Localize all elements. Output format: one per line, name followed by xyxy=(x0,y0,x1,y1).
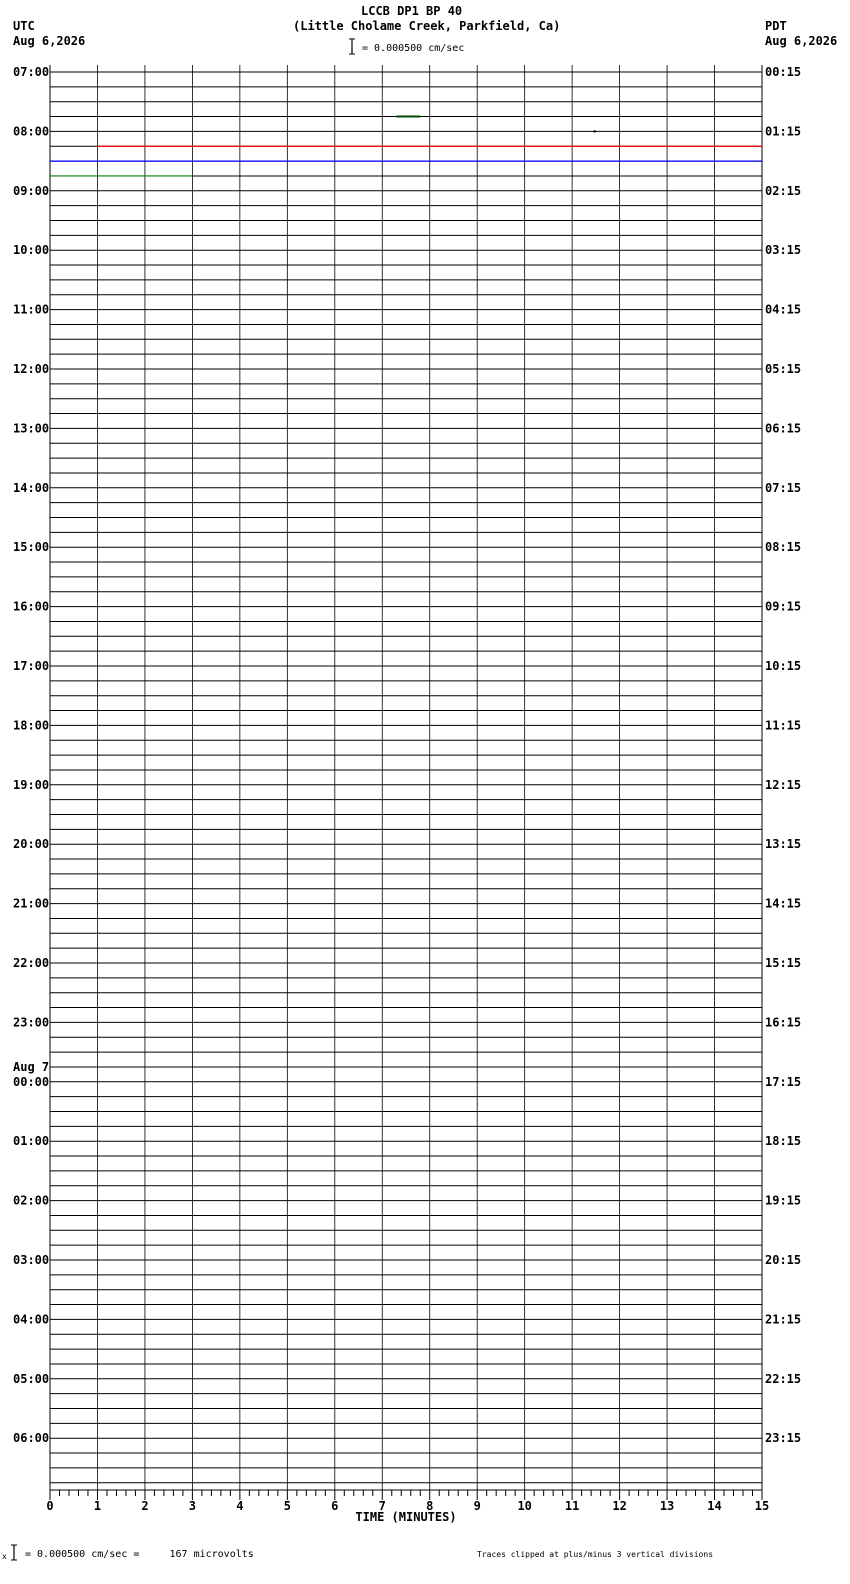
right-hour-label-18: 18:15 xyxy=(765,1134,802,1149)
x-tick-label-5: 5 xyxy=(283,1499,291,1513)
right-hour-label-10: 10:15 xyxy=(765,659,802,673)
left-date: Aug 6,2026 xyxy=(13,34,86,48)
right-hour-label-4: 04:15 xyxy=(765,302,802,317)
left-hour-label-10: 17:00 xyxy=(13,659,50,673)
right-hour-label-23: 23:15 xyxy=(765,1431,802,1446)
left-hour-label-9: 16:00 xyxy=(13,599,50,614)
left-hour-label-19: 02:00 xyxy=(13,1193,50,1208)
right-hour-label-2: 02:15 xyxy=(765,183,802,198)
left-hour-label-2: 09:00 xyxy=(13,183,50,198)
x-tick-label-9: 9 xyxy=(473,1499,481,1513)
left-hour-label-23: 06:00 xyxy=(13,1431,50,1446)
left-hour-label-14: 21:00 xyxy=(13,896,50,911)
right-hour-label-21: 21:15 xyxy=(765,1312,802,1327)
left-hour-label-0: 07:00 xyxy=(13,65,50,79)
left-hour-label-21: 04:00 xyxy=(13,1312,50,1327)
left-hour-label-11: 18:00 xyxy=(13,718,50,733)
left-hour-label-15: 22:00 xyxy=(13,956,50,970)
x-tick-label-0: 0 xyxy=(46,1499,54,1513)
footer-mark: x xyxy=(2,1552,7,1561)
right-hour-label-16: 16:15 xyxy=(765,1015,802,1030)
footer-clip-note: Traces clipped at plus/minus 3 vertical divisions xyxy=(477,1550,714,1559)
left-hour-label-13: 20:00 xyxy=(13,837,50,852)
left-hour-label-22: 05:00 xyxy=(13,1371,50,1386)
left-hour-label-3: 10:00 xyxy=(13,243,50,258)
left-hour-label-7: 14:00 xyxy=(13,480,50,495)
right-hour-label-14: 14:15 xyxy=(765,896,802,911)
footer-scale-note: = 0.000500 cm/sec = 167 microvolts xyxy=(25,1549,254,1560)
left-hour-label-18: 01:00 xyxy=(13,1134,50,1149)
scale-label: = 0.000500 cm/sec xyxy=(362,43,465,54)
left-hour-label-17: 00:00 xyxy=(13,1074,50,1089)
left-timezone: UTC xyxy=(13,19,35,33)
left-hour-label-8: 15:00 xyxy=(13,540,50,555)
right-hour-label-9: 09:15 xyxy=(765,599,802,614)
right-hour-label-15: 15:15 xyxy=(765,956,802,970)
left-hour-label-6: 13:00 xyxy=(13,421,50,436)
x-axis-title: TIME (MINUTES) xyxy=(355,1510,457,1524)
left-hour-label-1: 08:00 xyxy=(13,124,50,139)
left-hour-label-4: 11:00 xyxy=(13,302,50,317)
x-tick-label-12: 12 xyxy=(612,1499,627,1513)
right-hour-label-8: 08:15 xyxy=(765,540,802,555)
x-tick-label-14: 14 xyxy=(707,1499,722,1513)
right-hour-label-22: 22:15 xyxy=(765,1371,802,1386)
left-hour-label-12: 19:00 xyxy=(13,777,50,792)
right-hour-label-1: 01:15 xyxy=(765,124,802,139)
x-tick-label-15: 15 xyxy=(754,1499,770,1513)
right-hour-label-12: 12:15 xyxy=(765,777,802,792)
right-hour-label-19: 19:15 xyxy=(765,1193,802,1208)
x-tick-label-6: 6 xyxy=(331,1499,339,1513)
right-hour-label-0: 00:15 xyxy=(765,65,802,79)
x-tick-label-4: 4 xyxy=(236,1499,244,1513)
right-hour-label-6: 06:15 xyxy=(765,421,802,436)
left-hour-label-20: 03:00 xyxy=(13,1253,50,1267)
right-hour-label-3: 03:15 xyxy=(765,243,802,258)
right-hour-label-20: 20:15 xyxy=(765,1253,802,1267)
left-hour-label-5: 12:00 xyxy=(13,362,50,376)
day-change-label: Aug 7 xyxy=(13,1059,50,1074)
right-hour-label-5: 05:15 xyxy=(765,362,802,376)
right-hour-label-17: 17:15 xyxy=(765,1074,802,1089)
right-hour-label-13: 13:15 xyxy=(765,837,802,852)
right-hour-label-7: 07:15 xyxy=(765,480,802,495)
x-tick-label-7: 7 xyxy=(378,1499,386,1513)
x-tick-label-8: 8 xyxy=(426,1499,434,1513)
chart-title: LCCB DP1 BP 40 xyxy=(361,4,463,18)
x-tick-label-3: 3 xyxy=(188,1499,197,1513)
x-tick-label-1: 1 xyxy=(93,1499,102,1513)
x-tick-label-10: 10 xyxy=(517,1499,532,1513)
chart-subtitle: (Little Cholame Creek, Parkfield, Ca) xyxy=(293,19,561,33)
right-timezone: PDT xyxy=(765,19,787,33)
right-date: Aug 6,2026 xyxy=(765,34,838,48)
x-tick-label-2: 2 xyxy=(141,1499,149,1513)
right-hour-label-11: 11:15 xyxy=(765,718,802,733)
x-tick-label-13: 13 xyxy=(659,1499,675,1513)
x-tick-label-11: 11 xyxy=(564,1499,580,1513)
left-hour-label-16: 23:00 xyxy=(13,1015,50,1030)
